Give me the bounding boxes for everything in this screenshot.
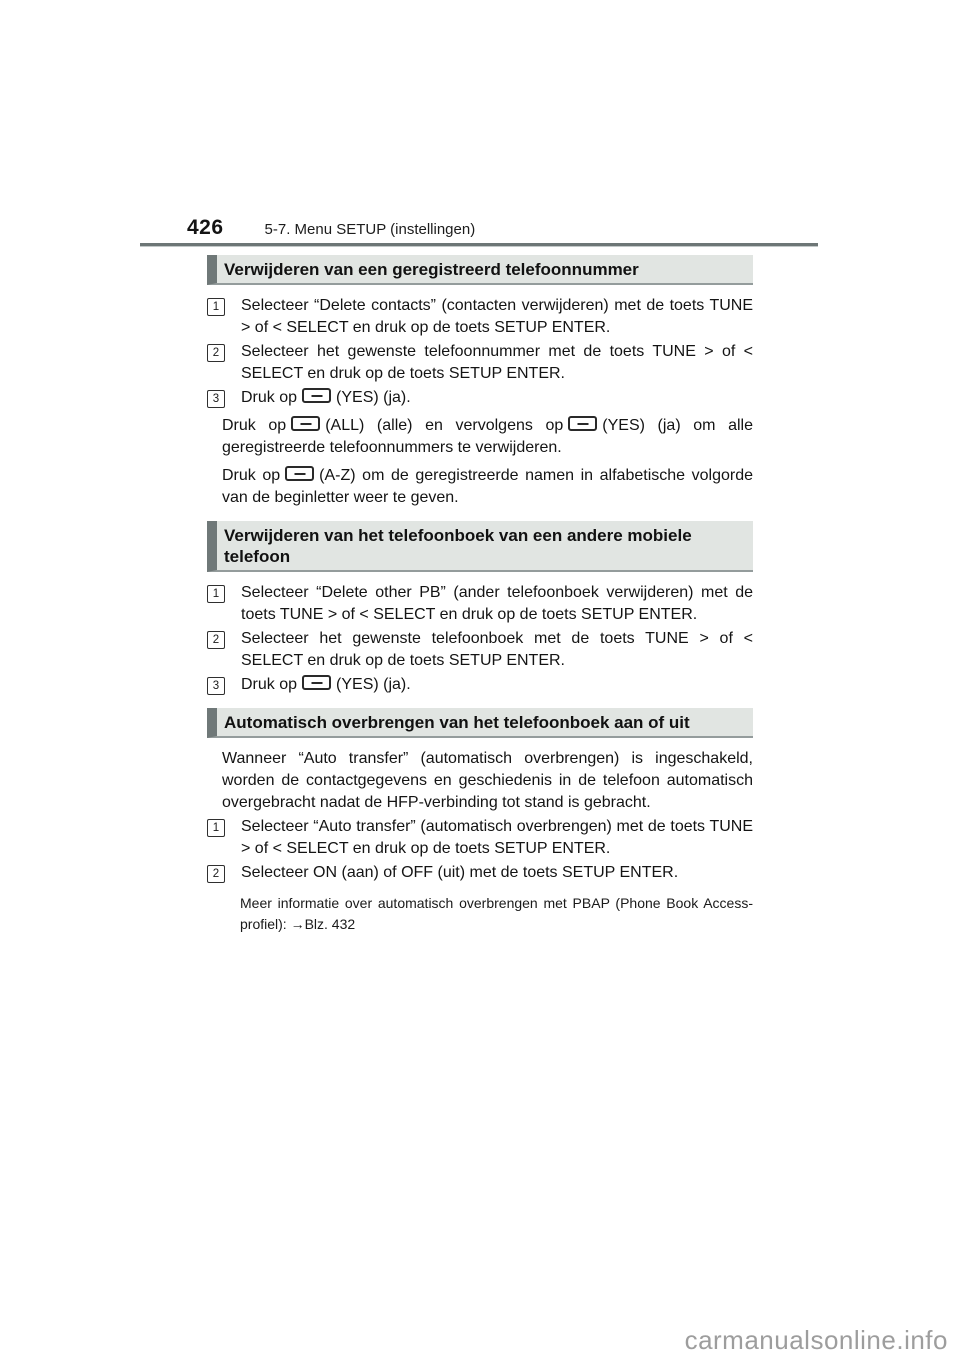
step-text: Selecteer “Delete contacts” (contacten verwijderen) met de toets TUNE > of < SELECT en druk op de toets SETUP ENTER. bbox=[241, 297, 753, 336]
step-number-badge: 3 bbox=[207, 390, 225, 408]
step-text-segment: (YES) (ja). bbox=[336, 389, 411, 406]
step-text bbox=[241, 674, 753, 696]
step-number-badge: 1 bbox=[207, 298, 225, 316]
paragraph-segment: (YES) (ja) om alle geregistreerde telefoonnummers te verwijderen. bbox=[222, 417, 753, 456]
softkey-button-icon bbox=[302, 675, 331, 690]
step bbox=[207, 674, 753, 696]
header-rule bbox=[140, 243, 818, 246]
page-content bbox=[207, 255, 753, 935]
section-auto-transfer bbox=[207, 708, 753, 935]
step bbox=[207, 341, 753, 385]
softkey-button-icon bbox=[291, 416, 320, 431]
step-text: Selecteer het gewenste telefoonboek met de toets TUNE > of < SELECT en druk op de toets SETUP ENTER. bbox=[241, 630, 753, 669]
section-delete-phone-number bbox=[207, 255, 753, 509]
step bbox=[207, 295, 753, 339]
step bbox=[207, 628, 753, 672]
step-number-badge: 1 bbox=[207, 819, 225, 837]
softkey-button-icon bbox=[568, 416, 597, 431]
paragraph-segment: (A-Z) om de geregistreerde namen in alfabetische volgorde van de beginletter weer te geven. bbox=[222, 467, 753, 506]
step-text bbox=[241, 387, 753, 409]
page-number: 426 bbox=[187, 216, 224, 239]
section-title: Verwijderen van het telefoonboek van een andere mobiele telefoon bbox=[224, 526, 692, 566]
paragraph-segment: Druk op bbox=[222, 417, 287, 434]
note-text: Meer informatie over automatisch overbrengen met PBAP (Phone Book Access-profiel): →Blz. 432 bbox=[240, 895, 753, 932]
paragraph-segment: Druk op bbox=[222, 467, 281, 484]
step-text-segment: Druk op bbox=[241, 389, 298, 406]
step-number-badge: 2 bbox=[207, 344, 225, 362]
chapter-title: 5-7. Menu SETUP (instellingen) bbox=[264, 221, 476, 238]
softkey-button-icon bbox=[302, 388, 331, 403]
step-number-badge: 2 bbox=[207, 865, 225, 883]
softkey-button-icon bbox=[285, 466, 314, 481]
step bbox=[207, 387, 753, 409]
step-number-badge: 1 bbox=[207, 585, 225, 603]
step bbox=[207, 582, 753, 626]
step-text: Selecteer “Delete other PB” (ander telefoonboek verwijderen) met de toets TUNE > of < SELECT en druk op de toets SETUP ENTER. bbox=[241, 584, 753, 623]
section-header bbox=[207, 521, 753, 572]
paragraph-segment: (ALL) (alle) en vervolgens op bbox=[325, 417, 564, 434]
watermark: carmanualsonline.info bbox=[684, 1325, 948, 1355]
body-paragraph bbox=[222, 465, 753, 509]
intro-paragraph: Wanneer “Auto transfer” (automatisch overbrengen) is ingeschakeld, worden de contactgegevens en geschiedenis in de telefoon automatisch overgebracht nadat de HFP-verbinding tot stand is gebracht. bbox=[222, 750, 753, 811]
section-delete-other-phonebook bbox=[207, 521, 753, 696]
step-text: Selecteer ON (aan) of OFF (uit) met de toets SETUP ENTER. bbox=[241, 864, 679, 881]
step-number-badge: 3 bbox=[207, 677, 225, 695]
step-text-segment: Druk op bbox=[241, 676, 298, 693]
step-text: Selecteer het gewenste telefoonnummer met de toets TUNE > of < SELECT en druk op de toets SETUP ENTER. bbox=[241, 343, 753, 382]
page-header bbox=[187, 216, 475, 240]
section-title: Verwijderen van een geregistreerd telefoonnummer bbox=[224, 260, 639, 279]
section-title: Automatisch overbrengen van het telefoonboek aan of uit bbox=[224, 713, 690, 732]
step bbox=[207, 816, 753, 860]
section-header bbox=[207, 255, 753, 285]
step bbox=[207, 862, 753, 884]
step-text-segment: (YES) (ja). bbox=[336, 676, 411, 693]
body-paragraph bbox=[222, 415, 753, 459]
step-text: Selecteer “Auto transfer” (automatisch overbrengen) met de toets TUNE > of < SELECT en druk op de toets SETUP ENTER. bbox=[241, 818, 753, 857]
section-header bbox=[207, 708, 753, 738]
step-number-badge: 2 bbox=[207, 631, 225, 649]
